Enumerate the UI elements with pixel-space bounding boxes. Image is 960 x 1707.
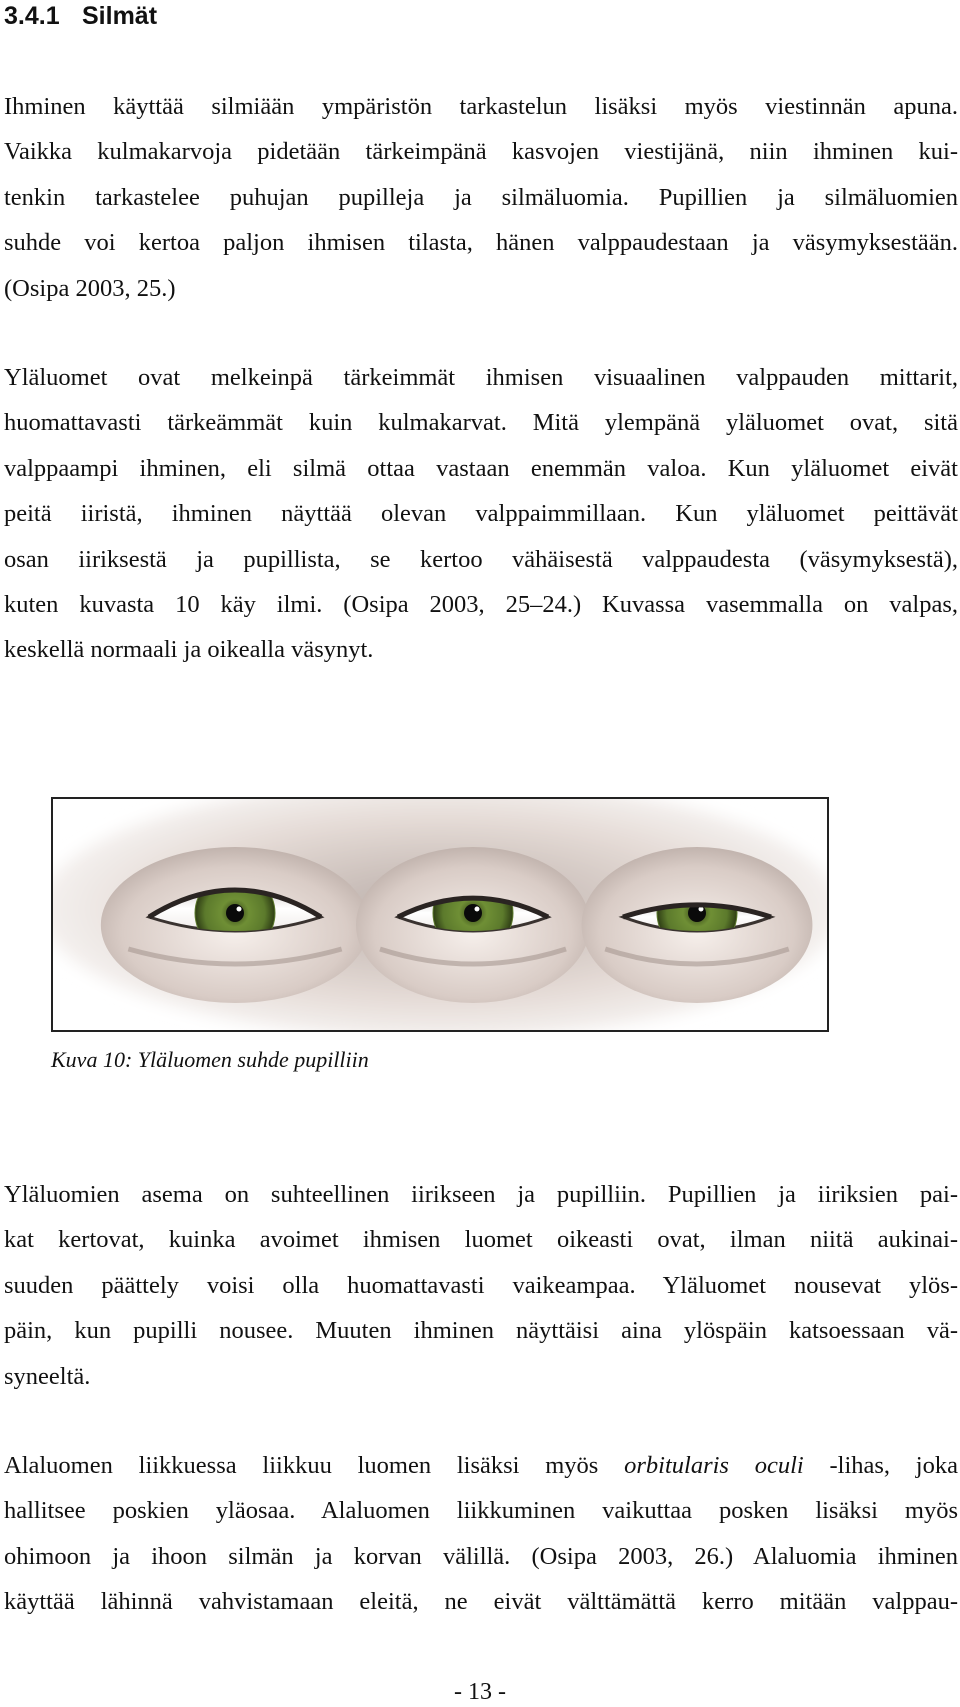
paragraph-line: (Osipa 2003, 25.) (4, 274, 176, 302)
paragraph-line: Yläluomien asema on suhteellinen iirikseen ja pupilliin. Pupillien ja iiriksien pai- (4, 1181, 958, 1208)
figure-caption: Kuva 10: Yläluomen suhde pupilliin (51, 1047, 369, 1072)
paragraph-4 (4, 1443, 958, 1625)
paragraph-3 (4, 1172, 958, 1399)
paragraph-line: kuten kuvasta 10 käy ilmi. (Osipa 2003, 25–24.) Kuvassa vasemmalla on valpas, (4, 591, 958, 619)
paragraph-text: Alaluomen liikkuessa liikkuu luomen lisäksi myös (4, 1452, 625, 1479)
paragraph-text: -lihas, joka (803, 1452, 958, 1479)
paragraph-line: käyttää lähinnä vahvistamaan eleitä, ne eivät välttämättä kerro mitään valppau- (4, 1588, 958, 1616)
paragraph-line: kat kertovat, kuinka avoimet ihmisen luomet oikeasti ovat, ilman niitä aukinai- (4, 1226, 958, 1254)
pupil-highlight (237, 907, 242, 912)
paragraph-line: päin, kun pupilli nousee. Muuten ihminen näyttäisi aina ylöspäin katsoessaan vä- (4, 1317, 958, 1345)
paragraph-2 (4, 355, 958, 673)
pupil (464, 904, 482, 922)
paragraph-line: keskellä normaali ja oikealla väsynyt. (4, 636, 374, 664)
pupil-highlight (475, 907, 480, 912)
section-title: Silmät (82, 2, 158, 30)
paragraph-line: Vaikka kulmakarvoja pidetään tärkeimpänä kasvojen viestijänä, niin ihminen kui- (4, 138, 958, 166)
paragraph-line: tenkin tarkastelee puhujan pupilleja ja silmäluomia. Pupillien ja silmäluomien (4, 183, 958, 211)
eye-illustration (53, 799, 827, 1030)
paragraph-line (4, 1443, 958, 1488)
paragraph-line: Yläluomet ovat melkeinpä tärkeimmät ihmisen visuaalinen valppauden mittarit, (4, 364, 958, 391)
paragraph-line: hallitsee poskien yläosaa. Alaluomen liikkuminen vaikuttaa posken lisäksi myös (4, 1497, 958, 1525)
paragraph-line: ohimoon ja ihoon silmän ja korvan välillä. (Osipa 2003, 26.) Alaluomia ihminen (4, 1542, 958, 1570)
latin-term: orbitularis oculi (624, 1452, 804, 1479)
eye-figure (51, 797, 829, 1032)
eye-1 (101, 847, 369, 1003)
page-number: - 13 - (454, 1679, 506, 1705)
paragraph-1 (4, 84, 958, 311)
paragraph-line: valppaampi ihminen, eli silmä ottaa vastaan enemmän valoa. Kun yläluomet eivät (4, 454, 958, 482)
section-number: 3.4.1 (4, 2, 60, 30)
paragraph-line: osan iiriksestä ja pupillista, se kertoo vähäisestä valppaudesta (väsymyksestä), (4, 545, 958, 573)
eye-3 (582, 847, 813, 1003)
pupil (226, 904, 244, 922)
paragraph-line: syneeltä. (4, 1362, 91, 1390)
paragraph-line: Ihminen käyttää silmiään ympäristön tarkastelun lisäksi myös viestinnän apuna. (4, 93, 958, 120)
section-heading (4, 0, 157, 32)
paragraph-line: suhde voi kertoa paljon ihmisen tilasta, hänen valppaudestaan ja väsymyksestään. (4, 229, 958, 257)
paragraph-line: peitä iiristä, ihminen näyttää olevan valppaimmillaan. Kun yläluomet peittävät (4, 500, 958, 528)
paragraph-line: suuden päättely voisi olla huomattavasti vaikeampaa. Yläluomet nousevat ylös- (4, 1271, 958, 1299)
paragraph-line: huomattavasti tärkeämmät kuin kulmakarvat. Mitä ylempänä yläluomet ovat, sitä (4, 409, 958, 437)
eye-2 (356, 847, 590, 1003)
